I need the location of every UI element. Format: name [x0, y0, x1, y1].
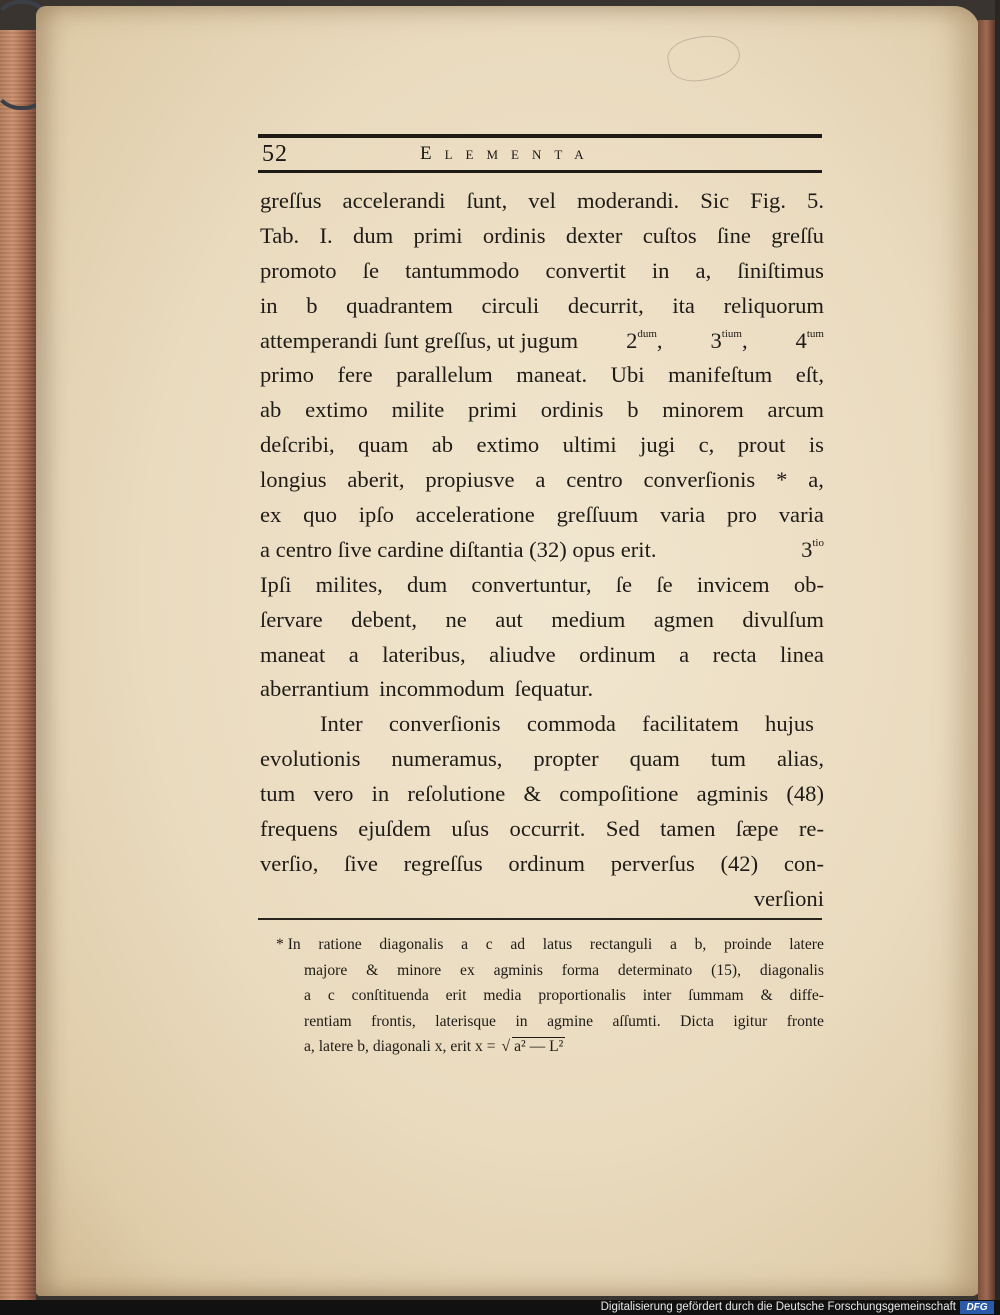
- digitization-credit: Digitalisierung gefördert durch die Deutsche Forschungsgemeinschaft: [600, 1301, 956, 1313]
- word: ab: [260, 397, 282, 423]
- word: uſus: [451, 816, 490, 842]
- word: ordinum: [508, 850, 585, 876]
- text-line: [260, 219, 824, 254]
- word: ratione: [318, 936, 362, 953]
- word: Dicta: [680, 1012, 714, 1030]
- ordinal: $3^{tio}$: [801, 536, 824, 562]
- text-line: [260, 568, 824, 603]
- word: ſequatur.: [514, 676, 594, 702]
- text-line: [260, 742, 824, 777]
- footnote-line: [276, 932, 824, 958]
- word: hujus: [765, 711, 814, 737]
- word: primi: [468, 397, 517, 423]
- word: arcum: [767, 397, 824, 423]
- word: deſcribi,: [260, 432, 335, 458]
- word: ita: [672, 292, 695, 318]
- text-line: [260, 358, 824, 393]
- footnote-line: [282, 1034, 824, 1060]
- text-line: [260, 289, 824, 324]
- word: proportionalis: [538, 987, 626, 1004]
- word: tum: [260, 781, 296, 807]
- word: ſæpe: [735, 816, 779, 842]
- word: divulſum: [742, 606, 824, 632]
- text-line: [260, 847, 824, 882]
- word: prout: [737, 432, 786, 458]
- word: convertit: [545, 257, 626, 283]
- footnote-line: [282, 983, 824, 1009]
- word: a,: [808, 467, 824, 493]
- word: longius: [260, 467, 327, 493]
- word: tamen: [660, 816, 716, 842]
- word: parallelum: [396, 362, 493, 388]
- word: c,: [698, 432, 715, 458]
- word: ſe: [615, 571, 633, 597]
- word: ſiniſtimus: [737, 257, 824, 283]
- word: ne: [445, 606, 467, 632]
- word: extimo: [305, 397, 368, 423]
- word: tum: [710, 746, 746, 772]
- word: ſine: [717, 222, 751, 248]
- word: a: [348, 641, 359, 667]
- line-text: a centro ſive cardine diſtantia (32) opus erit.: [260, 536, 657, 562]
- word: ab: [431, 432, 454, 458]
- word: fronte: [786, 1012, 824, 1030]
- word: in: [371, 781, 390, 807]
- word: invicem: [696, 571, 770, 597]
- word: determinato: [617, 961, 693, 979]
- word: in: [260, 292, 278, 318]
- word: &: [760, 987, 773, 1004]
- main-text: [260, 184, 824, 917]
- word: milites,: [315, 571, 383, 597]
- word: *: [776, 467, 788, 493]
- word: ex: [460, 961, 475, 979]
- word: c: [327, 987, 335, 1004]
- word: a,: [695, 257, 712, 283]
- word: ſe: [656, 571, 673, 597]
- word: occurrit.: [509, 816, 586, 842]
- word: dum: [406, 571, 448, 597]
- text-line: [260, 393, 824, 428]
- word: Fig.: [750, 188, 786, 213]
- word: ſervare: [260, 606, 323, 632]
- word: majore: [304, 961, 348, 979]
- word: quam: [629, 746, 680, 772]
- word: primo: [260, 362, 314, 388]
- word: b: [306, 292, 318, 318]
- page-edge-left: [0, 30, 36, 1300]
- word: minorem: [662, 397, 744, 423]
- word: ſunt,: [466, 188, 508, 213]
- word: conſtituenda: [351, 987, 429, 1004]
- word: cuſtos: [642, 222, 697, 248]
- text-line: [260, 638, 824, 673]
- word: inter: [642, 987, 672, 1004]
- word: b: [627, 397, 639, 423]
- word: maneat.: [516, 362, 588, 388]
- catchword: verſioni: [753, 885, 824, 911]
- word: fere: [337, 362, 373, 388]
- word: agmen: [653, 606, 714, 632]
- text-line: [260, 463, 824, 498]
- word: convertuntur,: [471, 571, 592, 597]
- text-line: [260, 324, 824, 359]
- word: tantummodo: [405, 257, 520, 283]
- word: ex: [260, 502, 282, 528]
- word: facilitatem: [642, 711, 739, 737]
- word: I.: [319, 222, 333, 248]
- word: extimo: [476, 432, 540, 458]
- word: verſio,: [260, 850, 319, 876]
- word: vero: [313, 781, 354, 807]
- word: ad: [510, 936, 526, 953]
- text-line: [260, 672, 824, 707]
- word: quadrantem: [346, 292, 453, 318]
- word: is: [808, 432, 824, 458]
- word: ſummam: [688, 987, 744, 1004]
- text-line: [260, 812, 824, 847]
- word: Ubi: [610, 362, 645, 388]
- word: moderandi.: [576, 188, 680, 213]
- header-rule: [258, 134, 822, 138]
- word: in: [515, 1012, 528, 1030]
- word: Tab.: [260, 222, 300, 248]
- word: manifeſtum: [668, 362, 773, 388]
- dfg-logo: DFG: [960, 1301, 994, 1314]
- word: jugi: [640, 432, 676, 458]
- word: Sic: [700, 188, 730, 213]
- word: commoda: [526, 711, 616, 737]
- word: c: [485, 936, 493, 953]
- word: perverſus: [610, 850, 695, 876]
- text-line: [260, 707, 824, 742]
- word: Sed: [605, 816, 640, 842]
- text-line: [260, 254, 824, 289]
- word: frontis,: [371, 1012, 416, 1030]
- word: eſt,: [795, 362, 824, 388]
- word: agminis: [493, 961, 543, 979]
- word: promoto: [260, 257, 337, 283]
- word: reliquorum: [723, 292, 824, 318]
- word: varia: [778, 502, 824, 528]
- page-edge-right: [978, 20, 995, 1300]
- footnote-line: [282, 958, 824, 984]
- word: laterisque: [435, 1012, 496, 1030]
- word: minore: [397, 961, 442, 979]
- word: a: [669, 936, 677, 953]
- word: ordinis: [482, 222, 546, 248]
- word: latere: [789, 936, 824, 953]
- word: lateribus,: [382, 641, 466, 667]
- word: a: [461, 936, 469, 953]
- word: circuli: [481, 292, 540, 318]
- word: quam: [358, 432, 409, 458]
- word: in: [651, 257, 670, 283]
- word: incommodum: [379, 676, 505, 702]
- ordinal: $2^{dum}$,: [626, 327, 663, 353]
- word: aberrantium: [260, 676, 370, 702]
- word: varia: [659, 502, 706, 528]
- word: greſſuum: [556, 502, 639, 528]
- word: aut: [495, 606, 523, 632]
- word: rentiam: [304, 1012, 352, 1030]
- word: ordinis: [540, 397, 604, 423]
- word: igitur: [733, 1012, 768, 1030]
- word: dexter: [565, 222, 623, 248]
- word: (42): [720, 850, 759, 876]
- word: ſive: [344, 850, 378, 876]
- word: &: [523, 781, 542, 807]
- word: latus: [542, 936, 573, 953]
- ordinal: $4^{tum}$: [795, 327, 824, 353]
- word: forma: [561, 961, 600, 979]
- word: media: [483, 987, 522, 1004]
- word: aſſumti.: [612, 1012, 661, 1030]
- word: milite: [391, 397, 445, 423]
- text-line: [260, 428, 824, 463]
- word: &: [366, 961, 379, 979]
- text-line: [260, 184, 824, 219]
- word: aliudve: [489, 641, 556, 667]
- word: greſſu: [771, 222, 824, 248]
- formula-lead: a, latere b, diagonali x, erit x =: [304, 1038, 496, 1055]
- word: erit: [445, 987, 467, 1004]
- word: quo: [303, 502, 337, 528]
- footnote: [276, 932, 824, 1060]
- page-number: 52: [262, 141, 288, 167]
- word: debent,: [351, 606, 418, 632]
- word: ob-: [793, 571, 824, 597]
- word: centro: [566, 467, 623, 493]
- word: re-: [798, 816, 824, 842]
- word: accelerandi: [342, 188, 446, 213]
- word: agmine: [547, 1012, 593, 1030]
- word: frequens: [260, 816, 338, 842]
- word: propter: [533, 746, 599, 772]
- text-line: [260, 603, 824, 638]
- word: agminis: [696, 781, 769, 807]
- word: compoſitione: [559, 781, 679, 807]
- word: ejuſdem: [358, 816, 431, 842]
- word: primi: [413, 222, 463, 248]
- running-title: Elementa: [420, 143, 597, 164]
- word: converſionis: [643, 467, 756, 493]
- word: (48): [786, 781, 824, 807]
- word: maneat: [260, 641, 326, 667]
- word: ultimi: [562, 432, 617, 458]
- word: acceleratione: [415, 502, 535, 528]
- word: evolutionis: [260, 746, 361, 772]
- word: a: [679, 641, 690, 667]
- line-text: attemperandi ſunt greſſus, ut jugum: [260, 327, 579, 353]
- word: converſionis: [388, 711, 501, 737]
- word: Inter: [320, 711, 363, 737]
- word: proinde: [723, 936, 772, 953]
- word: dum: [353, 222, 394, 248]
- word: ipſo: [358, 502, 394, 528]
- word: aberit,: [347, 467, 405, 493]
- word: a: [304, 987, 311, 1004]
- sqrt-formula: √ a² — L²: [501, 1038, 564, 1055]
- word: * In: [276, 936, 301, 953]
- word: 5.: [807, 188, 824, 213]
- word: greſſus: [260, 188, 322, 213]
- word: a: [535, 467, 546, 493]
- header-rule: [258, 170, 822, 173]
- word: ſe: [362, 257, 379, 283]
- ordinal: $3^{tium}$,: [710, 327, 748, 353]
- word: ordinum: [579, 641, 656, 667]
- word: propiusve: [425, 467, 515, 493]
- word: diffe-: [789, 987, 824, 1004]
- word: pro: [726, 502, 757, 528]
- word: linea: [780, 641, 824, 667]
- word: Ipſi: [260, 571, 292, 597]
- word: rectanguli: [589, 936, 653, 953]
- word: numeramus,: [391, 746, 503, 772]
- word: medium: [551, 606, 626, 632]
- word: b,: [694, 936, 707, 953]
- word: regreſſus: [403, 850, 483, 876]
- footnote-rule: [258, 918, 822, 920]
- word: diagonalis: [379, 936, 444, 953]
- word: reſolutione: [407, 781, 506, 807]
- text-line: [260, 498, 824, 533]
- word: con-: [783, 850, 824, 876]
- text-line: [260, 533, 824, 568]
- word: recta: [712, 641, 757, 667]
- text-line: [260, 777, 824, 812]
- footnote-line: [282, 1009, 824, 1035]
- word: alias,: [776, 746, 824, 772]
- word: decurrit,: [567, 292, 644, 318]
- word: (15),: [711, 961, 742, 979]
- word: vel: [528, 188, 556, 213]
- word: diagonalis: [759, 961, 824, 979]
